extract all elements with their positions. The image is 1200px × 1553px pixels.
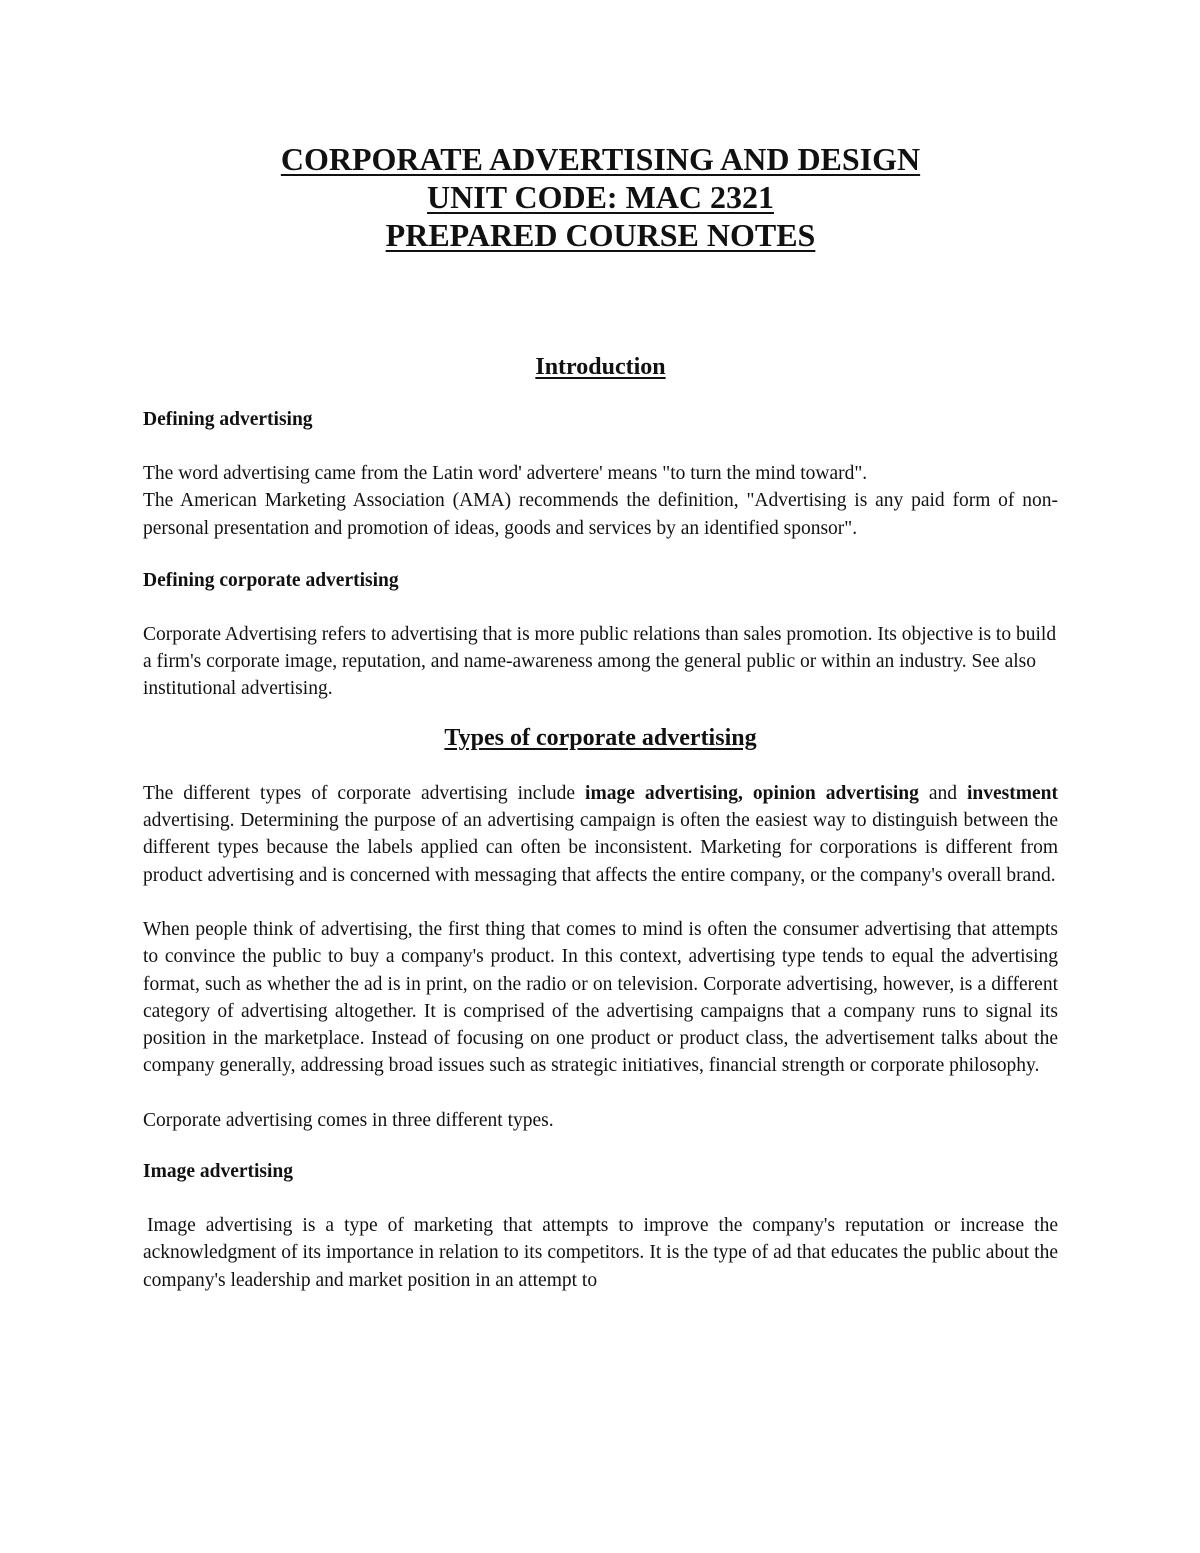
document-content (143, 140, 1058, 1294)
types-text-3: advertising. Determining the purpose of an advertising campaign is often the easiest way to distinguish between the different types because the labels applied can often be inconsistent. Marketing for corporations is different from product advertising and is concerned with messaging that affects the entire company, or the company's overall brand. (143, 810, 1058, 886)
types-paragraph (143, 780, 1058, 889)
title-line-notes: PREPARED COURSE NOTES (385, 217, 816, 253)
corporate-advertising-definition: Corporate Advertising refers to advertising that is more public relations than sales promotion. Its objective is to build a firm's corporate image, reputation, and name-awareness among the general public or within an industry. See also institutional advertising. (143, 623, 1057, 700)
image-advertising-paragraph: Image advertising is a type of marketing that attempts to improve the company's reputation or increase the acknowledgment of its importance in relation to its competitors. It is the type of ad that educates the public about the company's leadership and market position in an attempt to (143, 1215, 1058, 1291)
types-text-2: and (918, 782, 967, 804)
document-title (143, 140, 1058, 254)
image-advertising-heading: Image advertising (143, 1161, 294, 1183)
defining-corporate-advertising-heading: Defining corporate advertising (143, 569, 399, 591)
types-heading: Types of corporate advertising (444, 724, 757, 751)
types-bold-image-opinion: image advertising, opinion advertising (585, 782, 919, 804)
latin-origin-text: The word advertising came from the Latin word' advertere' means "to turn the mind toward". (143, 463, 868, 484)
types-text-1: The different types of corporate advertising include (143, 782, 586, 804)
introduction-heading: Introduction (535, 354, 666, 380)
title-line-course: CORPORATE ADVERTISING AND DESIGN (280, 141, 921, 177)
consumer-advertising-paragraph: When people think of advertising, the first thing that comes to mind is often the consumer advertising that attempts to convince the public to buy a company's product. In this context, advertising type tends to equal the advertising format, such as whether the ad is in print, on the radio or on television. Corporate advertising, however, is a different category of advertising altogether. It is comprised of the advertising campaigns that a company runs to signal its position in the marketplace. Instead of focusing on one product or product class, the advertisement talks about the company generally, addressing broad issues such as strategic initiatives, financial strength or corporate philosophy. (143, 918, 1058, 1077)
title-line-unit-code: UNIT CODE: MAC 2321 (427, 179, 774, 215)
types-bold-investment: investment (967, 782, 1058, 804)
defining-advertising-heading: Defining advertising (143, 409, 313, 430)
three-types-sentence: Corporate advertising comes in three different types. (143, 1109, 554, 1131)
ama-definition-text: The American Marketing Association (AMA) recommends the definition, "Advertising is any paid form of non-personal presentation and promotion of ideas, goods and services by an identified sponsor". (143, 490, 1058, 539)
